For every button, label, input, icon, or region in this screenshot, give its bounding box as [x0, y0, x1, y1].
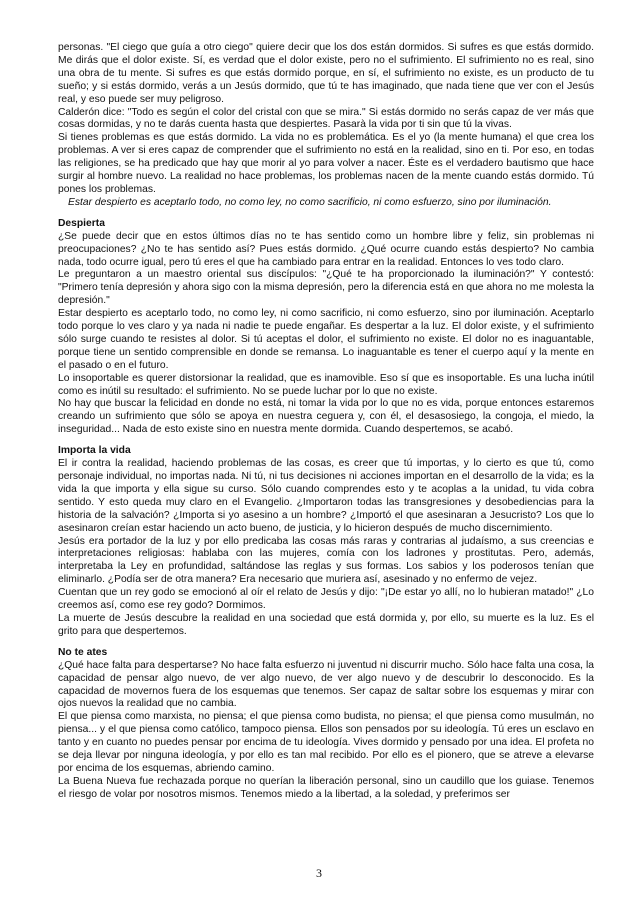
body-text: [58, 42, 594, 802]
paragraph: Calderón dice: "Todo es según el color del cristal con que se mira." Si estás dormido no serás capaz de ver más que cosas dormidas, y no te darás cuenta hasta que despiertes. Pasarà la vida por ti sin que tú la vivas.: [58, 106, 594, 131]
paragraph: ¿Qué hace falta para despertarse? No hace falta esfuerzo ni juventud ni discurrir mucho. Sólo hace falta una cosa, la capacidad de pensar algo nuevo, de ver algo nuevo, de ver algo nuevo y de descubrir lo desconocido. Es la capacidad de movernos fuera de los esquemas que tenemos. Ser capaz de saltar sobre los esquemas y mirar con ojos nuevos la realidad que no cambia.: [58, 659, 594, 710]
section-heading-importa-la-vida: Importa la vida: [58, 445, 131, 457]
paragraph: Cuentan que un rey godo se emocionó al oír el relato de Jesús y dijo: "¡De estar yo allí, no lo hubieran matado!" ¿Lo creemos así, como ese rey godo? Dormimos.: [58, 587, 594, 612]
page-number: 3: [316, 866, 322, 880]
paragraph: Si tienes problemas es que estás dormido. La vida no es problemática. Es el yo (la mente humana) el que crea los problemas. A ver si eres capaz de comprender que el sufrimiento no está en la realidad, sino en ti. Por eso, en todas las religiones, se ha predicado que hay que morir al yo para volver a nacer. Éste es el verdadero bautismo que hace surgir al hombre nuevo. La realidad no hace problemas, los problemas nacen de la mente cuando estás dormido. Tú pones los problemas.: [58, 132, 594, 195]
paragraph: personas. "El ciego que guía a otro ciego" quiere decir que los dos están dormidos. Si sufres es que estás dormido. Me dirás que el dolor existe. Sí, es verdad que el dolor existe, pero no el sufrimiento. El sufrimiento no es real, sino una obra de tu mente. Si sufres es que estás dormido porque, en sí, el sufrimiento no existe, es un producto de tu sueño; y si estás dormido, verás a un Jesús dormido, que tú te has imaginado, que nada tiene que ver con el Jesús real, y eso puede ser muy peligroso.: [58, 42, 594, 105]
paragraph: La muerte de Jesús descubre la realidad en una sociedad que está dormida y, por ello, su muerte es la luz. Es el grito para que despertemos.: [58, 612, 594, 637]
paragraph: El que piensa como marxista, no piensa; el que piensa como budista, no piensa; el que piensa como musulmán, no piensa... y el que piensa como católico, tampoco piensa. Ellos son pensados por su ideología. Tú eres un esclavo en tanto y en cuanto no puedes pensar por encima de tu ideología. Vives dormido y pensado por una idea. El profeta no se deja llevar por ninguna ideología, y por ello es tan mal recibido. Por ello es el pionero, que se atreve a elevarse por encima de los esquemas, abriendo camino.: [58, 711, 594, 774]
paragraph: No hay que buscar la felicidad en donde no está, ni tomar la vida por lo que no es vida, porque entonces estaremos creando un sufrimiento que sólo se apoya en nuestra ceguera y, con él, el desasosiego, la congoja, el miedo, la inseguridad... Nada de esto existe sino en nuestra mente dormida. Cuando despertemos, se acabó.: [58, 398, 594, 436]
italic-quote: Estar despierto es aceptarlo todo, no como ley, no como sacrificio, ni como esfuerzo, sino por iluminación.: [68, 196, 552, 208]
paragraph: Lo insoportable es querer distorsionar la realidad, que es inamovible. Eso sí que es insoportable. Es una lucha inútil como es inútil su resultado: el sufrimiento. No se puede luchar por lo que no existe.: [58, 372, 594, 397]
section-heading-despierta: Despierta: [58, 217, 105, 229]
paragraph: Le preguntaron a un maestro oriental sus discípulos: "¿Qué te ha proporcionado la iluminación?" Y contestó: "Primero tenía depresión y ahora sigo con la misma depresión, pero la diferencia está en que ahora no me molesta la depresión.": [58, 269, 594, 307]
paragraph: ¿Se puede decir que en estos últimos días no te has sentido como un hombre libre y feliz, sin problemas ni preocupaciones? ¿No te has sentido así? Pues estás dormido. ¿Qué ocurre cuando estás despierto? No cambia nada, todo ocurre igual, pero tú eres el que ha cambiado para entrar en la realidad. Entonces lo ves todo claro.: [58, 230, 594, 268]
section-heading-no-te-ates: No te ates: [58, 646, 108, 658]
paragraph: Estar despierto es aceptarlo todo, no como ley, ni como sacrificio, ni como esfuerzo, sino por iluminación. Aceptarlo todo porque lo ves claro y ya nada ni nadie te puede engañar. Es despertar a la luz. El dolor existe, y el sufrimiento sólo surge cuando te resistes al dolor. Si tú aceptas el dolor, el sufrimiento no existe. El dolor no es inaguantable, porque tiene un sentido comprensible en donde se remansa. Lo inaguantable es tener el cuerpo aquí y la mente en el pasado o en el futuro.: [58, 308, 594, 371]
paragraph: La Buena Nueva fue rechazada porque no querían la liberación personal, sino un caudillo que los guiase. Tenemos el riesgo de volar por nosotros mismos. Tenemos miedo a la libertad, a la soledad, y preferimos ser: [58, 775, 594, 800]
paragraph: Jesús era portador de la luz y por ello predicaba las cosas más raras y contrarias al judaísmo, a sus creencias e interpretaciones religiosas: hablaba con las mujeres, comía con los ladrones y prostitutas. Pero, además, interpretaba la Ley en profundidad, saltándose las reglas y sus formas. Los sabios y los poderosos tenían que eliminarlo. ¿Podía ser de otra manera? Era necesario que muriera así, asesinado y no enfermo de vejez.: [58, 535, 594, 586]
paragraph: El ir contra la realidad, haciendo problemas de las cosas, es creer que tú importas, y lo cierto es que tú, como personaje individual, no importas nada. Ni tú, ni tus decisiones ni acciones importan en el desarrollo de la vida; es la vida la que importa y ella sigue su curso. Sólo cuando comprendes esto y te acoplas a la unidad, tu vida cobra sentido. Y esto queda muy claro en el Evangelio. ¿Importaron todas las transgresiones y desobediencias para la historia de la salvación? ¿Importa si yo asesino a un hombre? ¿Importó el que asesinaran a Jesucristo? Los que lo asesinaron creían estar haciendo un acto bueno, de justicia, y lo hicieron después de mucho discernimiento.: [58, 458, 594, 534]
